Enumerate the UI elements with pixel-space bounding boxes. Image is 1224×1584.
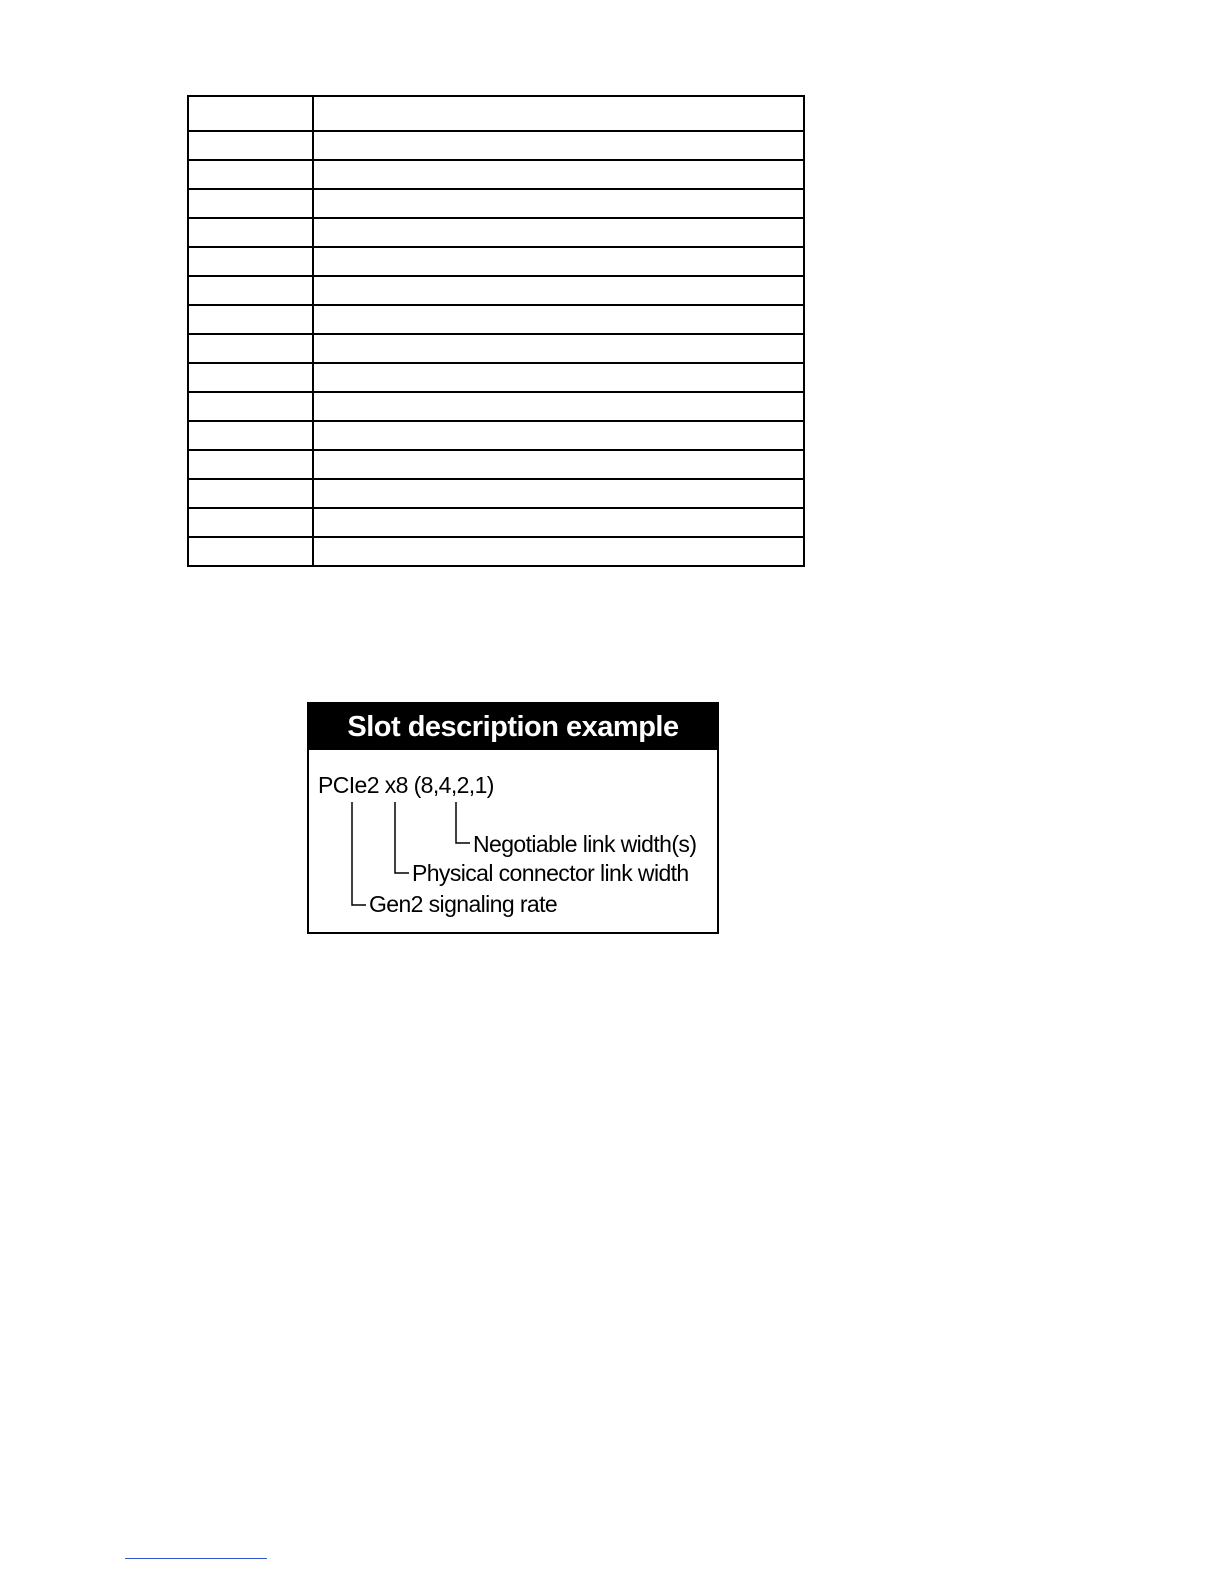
callout-line-negotiable [456, 802, 470, 843]
table-cell [188, 96, 313, 131]
table-cell [188, 305, 313, 334]
table-row [188, 537, 804, 566]
table-row [188, 247, 804, 276]
table-cell [313, 450, 804, 479]
table-cell [188, 537, 313, 566]
table-cell [188, 160, 313, 189]
slot-description-figure [307, 702, 719, 934]
table-row [188, 131, 804, 160]
table-cell [188, 218, 313, 247]
table-cell [313, 479, 804, 508]
table-cell [313, 189, 804, 218]
table-row [188, 479, 804, 508]
table-cell [188, 450, 313, 479]
table-row [188, 96, 804, 131]
table-cell [188, 363, 313, 392]
table-cell [313, 218, 804, 247]
table-row [188, 363, 804, 392]
table-cell [313, 305, 804, 334]
grid-table-body [188, 96, 804, 566]
table-cell [313, 247, 804, 276]
table-row [188, 160, 804, 189]
table-cell [313, 334, 804, 363]
table-row [188, 276, 804, 305]
table-row [188, 421, 804, 450]
table-cell [313, 276, 804, 305]
table-cell [188, 189, 313, 218]
table-row [188, 218, 804, 247]
table-cell [313, 537, 804, 566]
callout-line-gen2 [352, 802, 366, 905]
table-cell [313, 131, 804, 160]
gen2-signaling-rate-label: Gen2 signaling rate [369, 891, 558, 917]
table-cell [188, 247, 313, 276]
footer-rule [125, 1558, 267, 1559]
table-cell [313, 363, 804, 392]
table-cell [313, 96, 804, 131]
table-cell [188, 479, 313, 508]
table-row [188, 450, 804, 479]
table-row [188, 392, 804, 421]
table-cell [313, 421, 804, 450]
slot-example-text: PCIe2 x8 (8,4,2,1) [318, 772, 494, 798]
table-row [188, 334, 804, 363]
table-row [188, 305, 804, 334]
table-cell [313, 160, 804, 189]
table-cell [188, 334, 313, 363]
empty-grid-table [187, 95, 805, 567]
callout-line-physical [395, 802, 409, 873]
table-cell [188, 421, 313, 450]
negotiable-link-width-label: Negotiable link width(s) [473, 831, 697, 857]
table-cell [188, 508, 313, 537]
table-row [188, 189, 804, 218]
table-cell [313, 392, 804, 421]
table-cell [188, 392, 313, 421]
table-cell [188, 276, 313, 305]
table-cell [188, 131, 313, 160]
figure-title: Slot description example [309, 704, 717, 750]
table-row [188, 508, 804, 537]
physical-connector-link-width-label: Physical connector link width [412, 860, 689, 886]
table-cell [313, 508, 804, 537]
